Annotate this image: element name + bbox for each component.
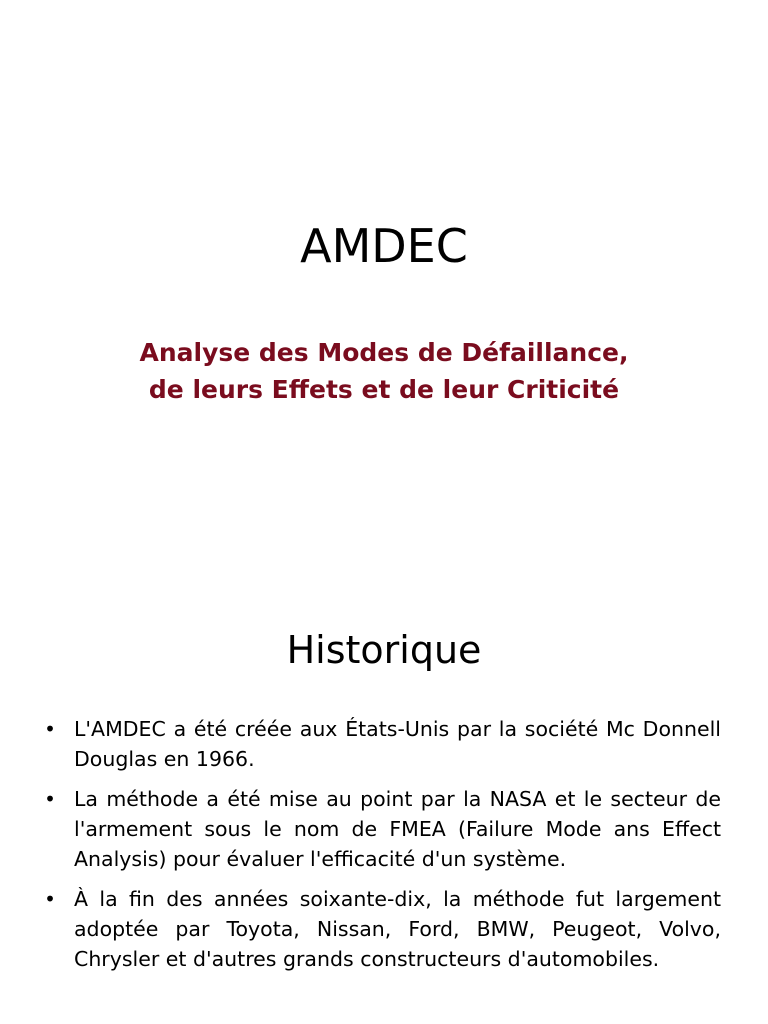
slide-title: AMDEC [300, 219, 468, 273]
subtitle-line: Analyse des Modes de Défaillance, [139, 338, 629, 367]
bullet-text: La méthode a été mise au point par la NASA et le secteur de l'armement sous le nom de FMEA (Failure Mode ans Effect Analysis) pour évaluer l'efficacité d'un système. [74, 787, 721, 871]
subtitle-line: de leurs Effets et de leur Criticité [148, 375, 620, 404]
bullet-text: L'AMDEC a été créée aux États-Unis par la société Mc Donnell Douglas en 1966. [74, 717, 721, 771]
bullet-item [40, 784, 721, 874]
bullet-icon: • [44, 887, 56, 911]
section-title: Historique [286, 628, 482, 672]
bullet-icon: • [44, 717, 56, 741]
bullet-text: À la fin des années soixante-dix, la méthode fut largement adoptée par Toyota, Nissan, Ford, BMW, Peugeot, Volvo, Chrysler et d'autres grands constructeurs d'automobiles. [74, 887, 721, 971]
bullet-item [40, 714, 721, 774]
bullet-list [40, 714, 721, 984]
historique-slide [0, 512, 768, 1024]
bullet-item [40, 884, 721, 974]
slide-subtitle [0, 334, 768, 408]
bullet-icon: • [44, 787, 56, 811]
